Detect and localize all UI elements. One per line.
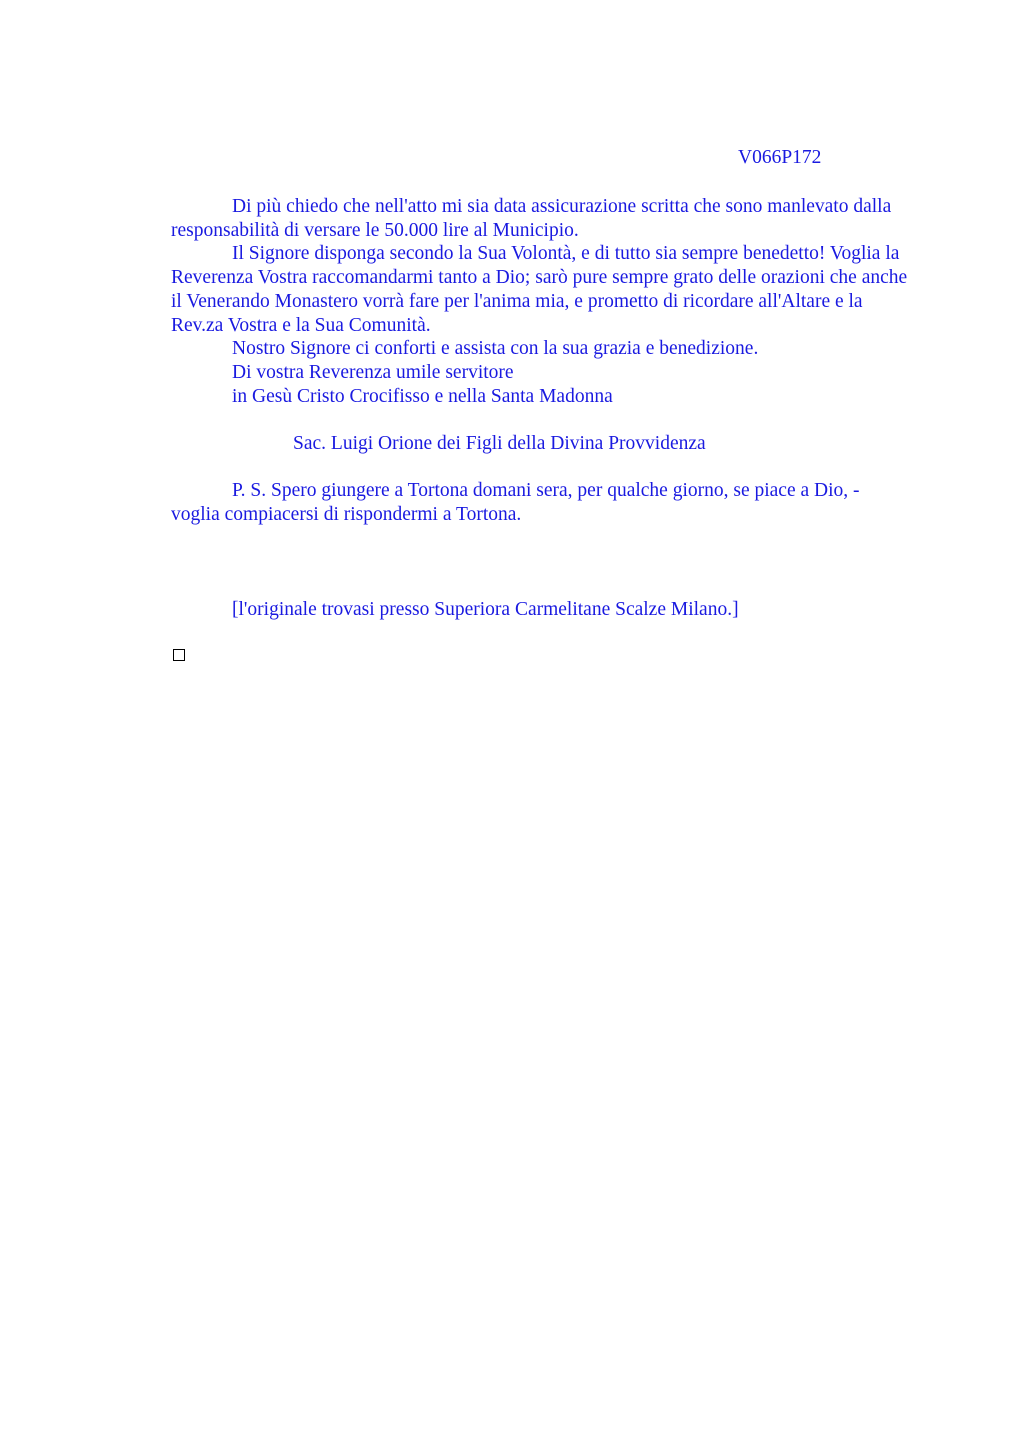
square-glyph-icon (173, 649, 185, 661)
archive-note: [l'originale trovasi presso Superiora Carmelitane Scalze Milano.] (232, 598, 739, 620)
letter-body (171, 195, 911, 622)
signature: Sac. Luigi Orione dei Figli della Divina Provvidenza (293, 433, 706, 455)
paragraph-2: Il Signore disponga secondo la Sua Volontà, e di tutto sia sempre benedetto! Voglia la Reverenza Vostra raccomandarmi tanto a Dio; sarò pure sempre grato delle orazioni che anche il Venerando Monastero vorrà fare per l'anima mia, e prometto di ricordare all'Altare e la Rev.za Vostra e la Sua Comunità. (171, 243, 908, 336)
paragraph-1: Di più chiedo che nell'atto mi sia data assicurazione scritta che sono manlevato dalla responsabilità di versare le 50.000 lire al Municipio. (171, 196, 892, 241)
spacer (171, 456, 911, 480)
spacer (171, 527, 911, 598)
closing-line-2: Di vostra Reverenza umile servitore (232, 361, 514, 383)
closing-line-3: in Gesù Cristo Crocifisso e nella Santa Madonna (232, 385, 613, 407)
spacer (171, 408, 911, 432)
closing-line-1: Nostro Signore ci conforti e assista con la sua grazia e benedizione. (232, 338, 759, 360)
postscript: P. S. Spero giungere a Tortona domani sera, per qualche giorno, se piace a Dio, - voglia compiacersi di rispondermi a Tortona. (171, 480, 860, 526)
reference-code: V066P172 (738, 147, 822, 168)
